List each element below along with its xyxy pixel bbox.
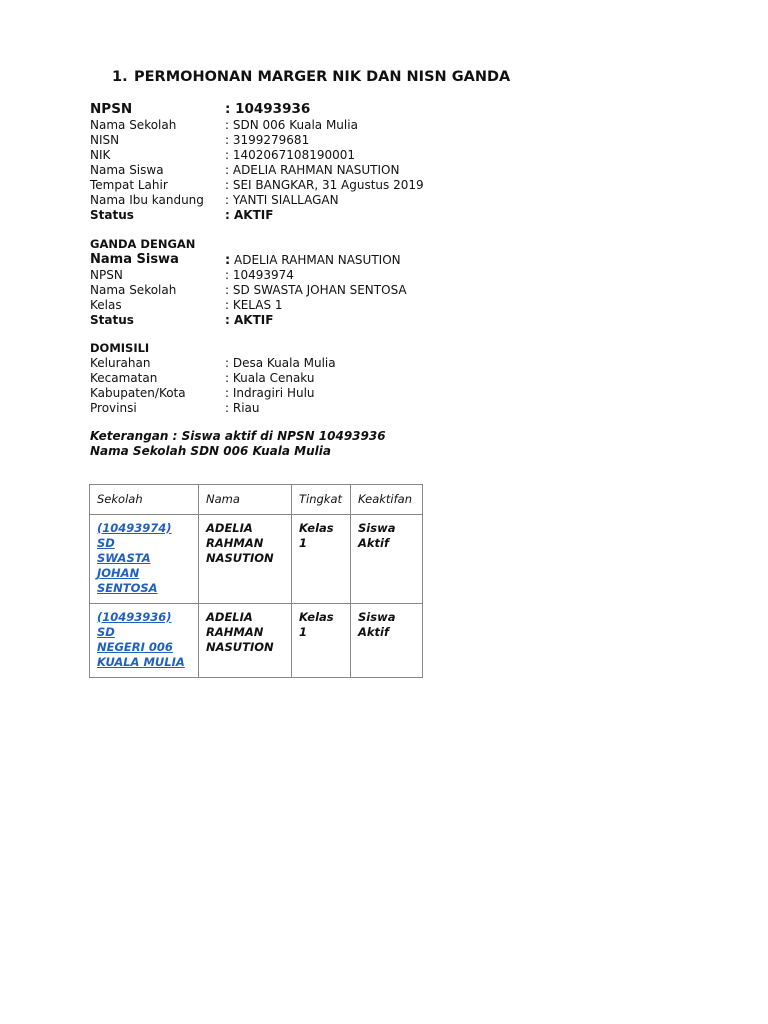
field-row bbox=[90, 283, 407, 298]
field-row bbox=[90, 401, 336, 416]
field-value: : Riau bbox=[225, 401, 260, 415]
header-cell-sekolah: Sekolah bbox=[90, 485, 199, 515]
field-row bbox=[90, 268, 407, 283]
npsn-row bbox=[90, 101, 424, 118]
field-row bbox=[90, 148, 424, 163]
field-value: : 10493974 bbox=[225, 268, 294, 282]
note-line: Nama Sekolah SDN 006 Kuala Mulia bbox=[90, 444, 331, 458]
activity-cell: Siswa Aktif bbox=[351, 515, 423, 604]
field-value: : ADELIA RAHMAN NASUTION bbox=[225, 163, 400, 177]
header-cell-keaktifan: Keaktifan bbox=[351, 485, 423, 515]
field-value: : 3199279681 bbox=[225, 133, 310, 147]
duplicate-name-colon: : bbox=[225, 253, 231, 268]
duplicate-section bbox=[90, 237, 407, 328]
npsn-value: : 10493936 bbox=[225, 101, 311, 117]
title-text: PERMOHONAN MARGER NIK DAN NISN GANDA bbox=[134, 69, 511, 85]
field-value: : SEI BANGKAR, 31 Agustus 2019 bbox=[225, 178, 424, 192]
field-row bbox=[90, 386, 336, 401]
activity-cell: Siswa Aktif bbox=[351, 604, 423, 678]
field-label: Kelurahan bbox=[90, 356, 151, 370]
note-block bbox=[90, 429, 386, 459]
field-value: : KELAS 1 bbox=[225, 298, 283, 312]
field-row bbox=[90, 298, 407, 313]
note-line: Keterangan : Siswa aktif di NPSN 10493936 bbox=[90, 429, 386, 443]
domicile-section bbox=[90, 341, 336, 416]
table-row bbox=[90, 515, 423, 604]
field-label: Provinsi bbox=[90, 401, 137, 415]
field-label: Nama Ibu kandung bbox=[90, 193, 204, 207]
field-value: : YANTI SIALLAGAN bbox=[225, 193, 339, 207]
school-link[interactable]: (10493936) SD NEGERI 006 KUALA MULIA bbox=[97, 610, 185, 669]
header-cell-tingkat: Tingkat bbox=[292, 485, 351, 515]
field-row bbox=[90, 178, 424, 193]
duplicate-name-label: Nama Siswa bbox=[90, 252, 179, 267]
field-label: Nama Sekolah bbox=[90, 283, 177, 297]
comparison-table bbox=[89, 484, 423, 678]
status-label: Status bbox=[90, 313, 134, 327]
duplicate-status-row bbox=[90, 313, 407, 328]
field-value: : 1402067108190001 bbox=[225, 148, 356, 162]
table-row bbox=[90, 604, 423, 678]
field-label: NISN bbox=[90, 133, 120, 147]
table-header-row bbox=[90, 485, 423, 515]
npsn-label: NPSN bbox=[90, 101, 133, 117]
level-cell: Kelas 1 bbox=[292, 604, 351, 678]
duplicate-name-value: ADELIA RAHMAN NASUTION bbox=[230, 253, 401, 267]
student-main-section bbox=[90, 101, 424, 223]
field-label: Tempat Lahir bbox=[90, 178, 168, 192]
field-label: Kelas bbox=[90, 298, 122, 312]
name-cell: ADELIA RAHMAN NASUTION bbox=[199, 604, 292, 678]
field-row bbox=[90, 163, 424, 178]
field-label: Nama Siswa bbox=[90, 163, 164, 177]
status-label: Status bbox=[90, 208, 134, 222]
field-row bbox=[90, 193, 424, 208]
field-label: Kecamatan bbox=[90, 371, 158, 385]
field-label: NIK bbox=[90, 148, 111, 162]
field-value: : Kuala Cenaku bbox=[225, 371, 315, 385]
field-label: Nama Sekolah bbox=[90, 118, 177, 132]
field-row bbox=[90, 133, 424, 148]
header-cell-nama: Nama bbox=[199, 485, 292, 515]
title-number: 1. bbox=[112, 69, 128, 85]
status-value: : AKTIF bbox=[225, 313, 274, 327]
school-link[interactable]: (10493974) SD SWASTA JOHAN SENTOSA bbox=[97, 521, 172, 595]
status-value: : AKTIF bbox=[225, 208, 274, 222]
duplicate-name-row bbox=[90, 252, 407, 268]
level-cell: Kelas 1 bbox=[292, 515, 351, 604]
field-value: : SD SWASTA JOHAN SENTOSA bbox=[225, 283, 407, 297]
field-row bbox=[90, 118, 424, 133]
field-row bbox=[90, 371, 336, 386]
field-label: NPSN bbox=[90, 268, 123, 282]
school-cell bbox=[90, 515, 199, 604]
status-row bbox=[90, 208, 424, 223]
field-value: : SDN 006 Kuala Mulia bbox=[225, 118, 358, 132]
field-value: : Indragiri Hulu bbox=[225, 386, 315, 400]
domicile-heading: DOMISILI bbox=[90, 341, 150, 355]
field-label: Kabupaten/Kota bbox=[90, 386, 186, 400]
school-cell bbox=[90, 604, 199, 678]
duplicate-heading: GANDA DENGAN bbox=[90, 237, 196, 251]
name-cell: ADELIA RAHMAN NASUTION bbox=[199, 515, 292, 604]
document-title bbox=[112, 69, 510, 85]
field-row bbox=[90, 356, 336, 371]
field-value: : Desa Kuala Mulia bbox=[225, 356, 336, 370]
